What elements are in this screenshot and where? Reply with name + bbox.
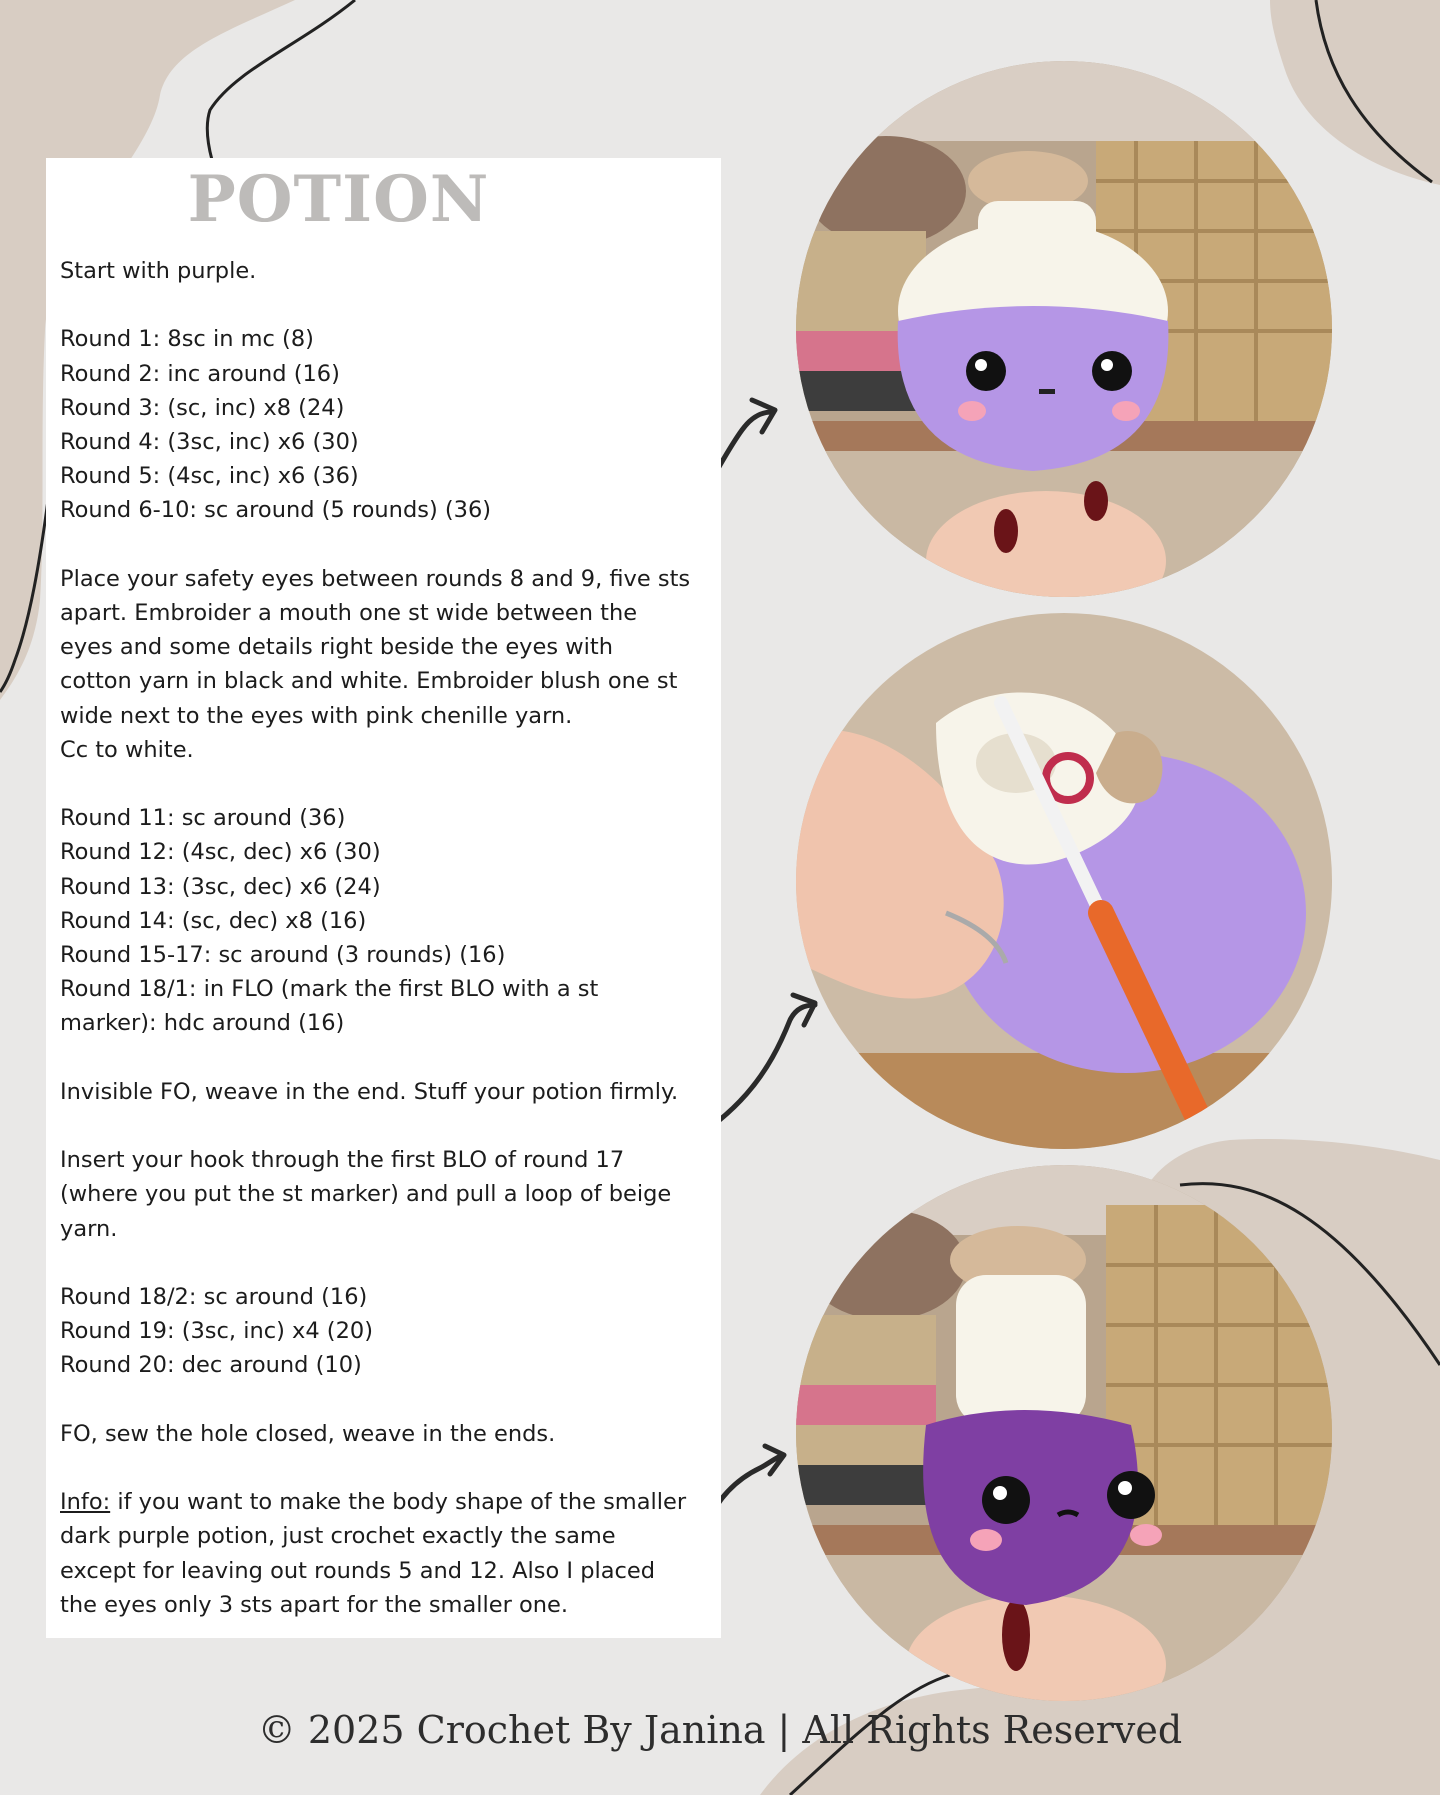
instruction-line: apart. Embroider a mouth one st wide between the <box>60 600 638 626</box>
instruction-line: Round 11: sc around (36) <box>60 805 346 832</box>
instruction-line: marker): hdc around (16) <box>60 1010 345 1037</box>
info-label: Info: <box>60 1489 111 1516</box>
info-line: except for leaving out rounds 5 and 12. Also I placed <box>60 1557 656 1584</box>
instruction-line: Place your safety eyes between rounds 8 and 9, five sts <box>60 565 691 592</box>
instruction-line: wide next to the eyes with pink chenille yarn. <box>60 702 573 729</box>
instruction-line: Round 19: (3sc, inc) x4 (20) <box>60 1318 373 1345</box>
instruction-line: Round 4: (3sc, inc) x6 (30) <box>60 429 359 455</box>
blank-line <box>60 1041 710 1075</box>
page-title: POTION <box>187 162 490 237</box>
blank-line <box>60 1383 710 1417</box>
blank-line <box>60 1451 710 1485</box>
instruction-line: eyes and some details right beside the eyes with <box>60 634 613 661</box>
instruction-line: Round 20: dec around (10) <box>60 1352 362 1379</box>
instruction-line: FO, sew the hole closed, weave in the ends. <box>60 1420 556 1447</box>
info-line <box>60 1485 710 1519</box>
instruction-line: Start with purple. <box>60 258 257 284</box>
instruction-line: Round 13: (3sc, dec) x6 (24) <box>60 873 381 900</box>
blank-line <box>60 1109 710 1143</box>
instruction-line: Round 18/1: in FLO (mark the first BLO with a st <box>60 976 599 1003</box>
pattern-instructions <box>60 254 710 1622</box>
instruction-line: Invisible FO, weave in the end. Stuff your potion firmly. <box>60 1078 679 1105</box>
instruction-line: Round 6-10: sc around (5 rounds) (36) <box>60 497 492 524</box>
instruction-line: Round 12: (4sc, dec) x6 (30) <box>60 839 381 866</box>
instruction-line: Round 15-17: sc around (3 rounds) (16) <box>60 942 506 969</box>
blank-line <box>60 767 710 801</box>
info-line: the eyes only 3 sts apart for the smaller one. <box>60 1591 569 1618</box>
blank-line <box>60 288 710 322</box>
instruction-line: yarn. <box>60 1215 118 1242</box>
dark-purple-potion-photo <box>796 1165 1332 1701</box>
instruction-line: Round 3: (sc, inc) x8 (24) <box>60 394 345 421</box>
instruction-line: Round 18/2: sc around (16) <box>60 1284 368 1310</box>
instruction-line: cotton yarn in black and white. Embroider blush one st <box>60 668 678 695</box>
info-text: if you want to make the body shape of the smaller <box>110 1489 687 1516</box>
instructions-card <box>46 158 721 1638</box>
instruction-line: Insert your hook through the first BLO of round 17 <box>60 1147 625 1174</box>
instruction-line: Cc to white. <box>60 736 194 763</box>
instruction-line: Round 1: 8sc in mc (8) <box>60 326 314 353</box>
stitch-marker-photo <box>796 613 1332 1149</box>
info-line: dark purple potion, just crochet exactly the same <box>60 1523 616 1550</box>
blank-line <box>60 528 710 562</box>
top-right-blob <box>1270 0 1440 185</box>
instruction-line: Round 2: inc around (16) <box>60 360 340 387</box>
lavender-potion-photo <box>796 61 1332 597</box>
instruction-line: (where you put the st marker) and pull a loop of beige <box>60 1181 672 1208</box>
blank-line <box>60 1246 710 1280</box>
instruction-line: Round 14: (sc, dec) x8 (16) <box>60 907 367 934</box>
copyright-footer: © 2025 Crochet By Janina | All Rights Reserved <box>257 1708 1183 1752</box>
instruction-line: Round 5: (4sc, inc) x6 (36) <box>60 463 359 490</box>
